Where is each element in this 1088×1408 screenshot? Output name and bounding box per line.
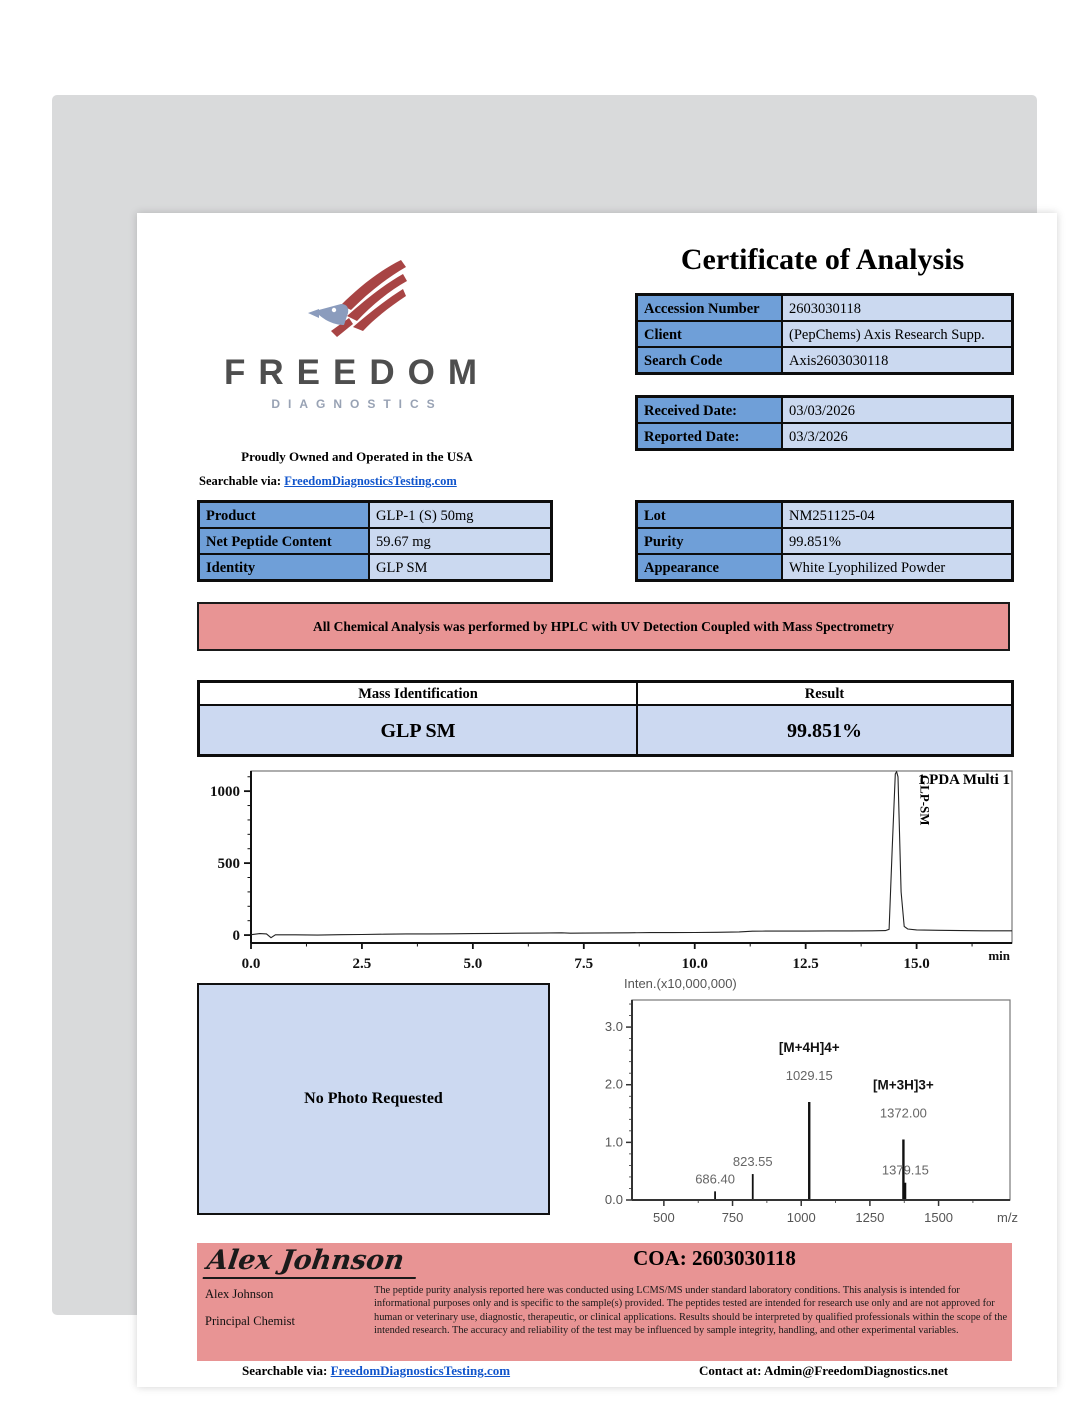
lot-value: NM251125-04 — [782, 502, 1012, 528]
svg-text:1 PDA Multi 1: 1 PDA Multi 1 — [917, 772, 1010, 788]
table-row — [199, 528, 551, 554]
purity-label: Purity — [637, 528, 782, 554]
searchable-line-bottom — [242, 1363, 510, 1379]
document-mat — [52, 95, 1037, 1378]
svg-text:1500: 1500 — [924, 1210, 954, 1225]
brand-tagline: Proudly Owned and Operated in the USA — [241, 449, 473, 464]
svg-text:m/z: m/z — [997, 1210, 1018, 1225]
accession-info-table — [635, 293, 1014, 375]
svg-text:GLP-SM: GLP-SM — [917, 775, 933, 826]
svg-text:0.0: 0.0 — [241, 956, 261, 972]
searchable-label: Searchable via: — [199, 474, 282, 488]
identity-label: Identity — [199, 554, 369, 580]
identity-value: GLP SM — [369, 554, 551, 580]
svg-text:1379.15: 1379.15 — [881, 1162, 929, 1178]
purity-value: 99.851% — [782, 528, 1012, 554]
eagle-logo-icon — [295, 255, 420, 350]
appearance-label: Appearance — [637, 554, 782, 580]
table-row — [199, 705, 1012, 755]
svg-text:[M+3H]3+: [M+3H]3+ — [873, 1077, 934, 1093]
reported-date-label: Reported Date: — [637, 423, 782, 449]
table-row — [637, 321, 1012, 347]
svg-text:5.0: 5.0 — [463, 956, 483, 972]
product-value: GLP-1 (S) 50mg — [369, 502, 551, 528]
svg-text:[M+4H]4+: [M+4H]4+ — [778, 1040, 840, 1056]
lot-label: Lot — [637, 502, 782, 528]
svg-text:1029.15: 1029.15 — [785, 1068, 833, 1084]
signature-banner — [197, 1243, 1012, 1361]
accession-number-label: Accession Number — [637, 295, 782, 321]
svg-text:12.5: 12.5 — [792, 956, 819, 972]
svg-text:2.5: 2.5 — [352, 956, 372, 972]
svg-text:3.0: 3.0 — [604, 1019, 623, 1035]
dates-table — [635, 395, 1014, 451]
disclaimer-text: The peptide purity analysis reported here was conducted using LCMS/MS under standard laboratory conditions. This analysis is intended for informational purposes only and is specific to the sample(s) provided. The peptides tested are intended for research use only and are not approved for human or veterinary use, diagnostic, therapeutic, or clinical applications. Results should be interpreted by qualified professionals within the scope of the intended research. The accuracy and reliability of the test may be influenced by sample integrity, handling, and other experimental variables. — [374, 1285, 1008, 1337]
svg-text:10.0: 10.0 — [681, 956, 708, 972]
lot-table — [635, 500, 1014, 582]
net-peptide-content-value: 59.67 mg — [369, 528, 551, 554]
net-peptide-content-label: Net Peptide Content — [199, 528, 369, 554]
signer-name: Alex Johnson — [205, 1287, 274, 1301]
mass-identification-table — [197, 680, 1014, 757]
svg-text:1000: 1000 — [210, 784, 240, 801]
svg-text:686.40: 686.40 — [695, 1171, 735, 1187]
mass-identification-header: Mass Identification — [199, 682, 637, 705]
searchable-line-top — [199, 474, 457, 489]
received-date-label: Received Date: — [637, 397, 782, 423]
table-row — [637, 397, 1012, 423]
appearance-value: White Lyophilized Powder — [782, 554, 1012, 580]
result-value: 99.851% — [637, 705, 1012, 755]
table-row — [637, 554, 1012, 580]
svg-text:1372.00: 1372.00 — [879, 1105, 927, 1121]
document-footer — [137, 1361, 1057, 1385]
svg-text:1000: 1000 — [786, 1210, 816, 1225]
client-label: Client — [637, 321, 782, 347]
searchable-link-top[interactable]: FreedomDiagnosticsTesting.com — [284, 474, 457, 488]
table-row — [637, 295, 1012, 321]
product-label: Product — [199, 502, 369, 528]
no-photo-box: No Photo Requested — [197, 983, 550, 1215]
result-header: Result — [637, 682, 1012, 705]
signer-title: Principal Chemist — [205, 1314, 295, 1328]
brand-name: FREEDOM — [224, 353, 490, 392]
table-row — [637, 528, 1012, 554]
svg-text:2.0: 2.0 — [604, 1076, 623, 1092]
searchable-link-bottom[interactable]: FreedomDiagnosticsTesting.com — [330, 1363, 511, 1378]
client-value: (PepChems) Axis Research Supp. — [782, 321, 1012, 347]
svg-text:0.0: 0.0 — [604, 1192, 623, 1207]
table-row — [637, 502, 1012, 528]
table-row — [637, 347, 1012, 373]
signature-script: Alex Johnson — [203, 1245, 421, 1279]
svg-text:750: 750 — [721, 1210, 744, 1225]
searchable-label: Searchable via: — [242, 1363, 328, 1378]
svg-text:0: 0 — [232, 928, 240, 945]
svg-text:min: min — [988, 948, 1010, 963]
svg-text:500: 500 — [653, 1210, 675, 1225]
svg-text:823.55: 823.55 — [732, 1154, 773, 1170]
page-title: Certificate of Analysis — [680, 243, 965, 276]
svg-text:7.5: 7.5 — [574, 956, 594, 972]
coa-number: COA: 2603030118 — [633, 1246, 796, 1270]
search-code-value: Axis2603030118 — [782, 347, 1012, 373]
reported-date-value: 03/3/2026 — [782, 423, 1012, 449]
table-row — [637, 423, 1012, 449]
coa-document — [137, 213, 1057, 1387]
method-banner: All Chemical Analysis was performed by HPLC with UV Detection Coupled with Mass Spectrometry — [197, 602, 1010, 651]
brand-subtitle: DIAGNOSTICS — [271, 397, 443, 411]
hplc-chromatogram — [202, 758, 1032, 993]
received-date-value: 03/03/2026 — [782, 397, 1012, 423]
accession-number-value: 2603030118 — [782, 295, 1012, 321]
mass-spectrum — [587, 975, 1027, 1230]
mass-identification-value: GLP SM — [199, 705, 637, 755]
product-table — [197, 500, 553, 582]
svg-text:Inten.(x10,000,000): Inten.(x10,000,000) — [624, 976, 737, 991]
svg-text:500: 500 — [217, 856, 240, 873]
search-code-label: Search Code — [637, 347, 782, 373]
table-row — [199, 554, 551, 580]
svg-text:1250: 1250 — [855, 1210, 885, 1225]
svg-text:15.0: 15.0 — [903, 956, 930, 972]
table-row — [199, 502, 551, 528]
svg-text:1.0: 1.0 — [604, 1134, 623, 1150]
contact-line: Contact at: Admin@FreedomDiagnostics.net — [699, 1363, 949, 1378]
table-header-row — [199, 682, 1012, 705]
